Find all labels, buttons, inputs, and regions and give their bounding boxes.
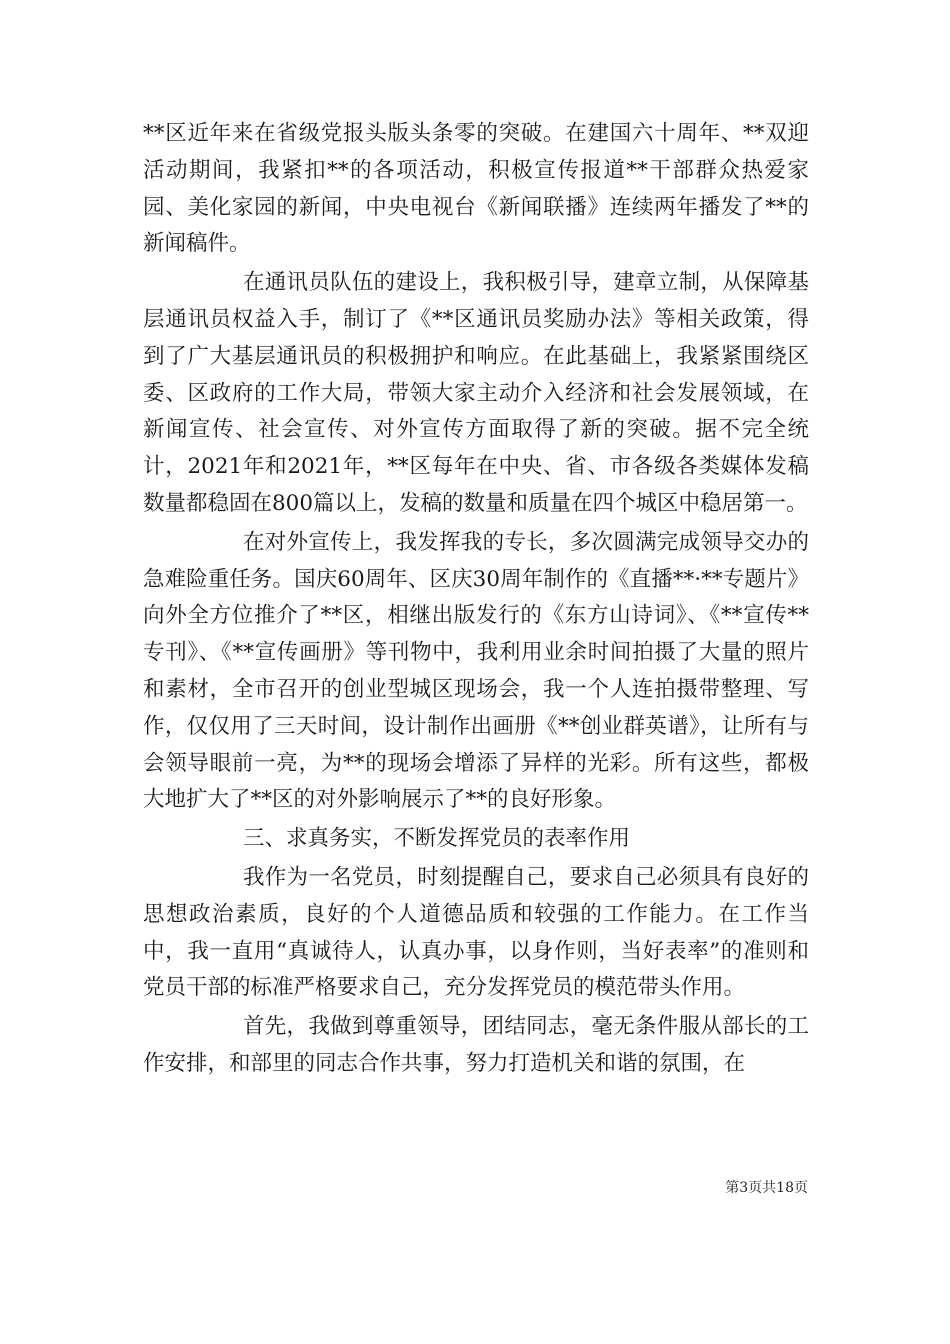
paragraph-continued: **区近年来在省级党报头版头条零的突破。在建国六十周年、**双迎活动期间，我紧扣**的各项活动，积极宣传报道**干部群众热爱家园、美化家园的新闻，中央电视台《新闻联播》连续两年播发了**的新闻稿件。 — [143, 121, 809, 257]
paragraph-external-publicity: 在对外宣传上，我发挥我的专长，多次圆满完成领导交办的急难险重任务。国庆60周年、区庆30周年制作的《直播**·**专题片》向外全方位推介了**区，相继出版发行的《东方山诗词》、《**宣传**专刊》、《**宣传画册》等刊物中，我利用业余时间拍摄了大量的照片和素材，全市召开的创业型城区现场会，我一个人连拍摄带整理、写作，仅仅用了三天时间，设计制作出画册《**创业群英谱》，让所有与会领导眼前一亮，为**的现场会增添了异样的光彩。所有这些，都极大地扩大了**区的对外影响展示了**的良好形象。 — [143, 529, 809, 813]
page-number-footer: 第3页共18页 — [725, 1180, 808, 1196]
paragraph-party-member: 我作为一名党员，时刻提醒自己，要求自己必须具有良好的思想政治素质，良好的个人道德品质和较强的工作能力。在工作当中，我一直用“真诚待人，认真办事，以身作则，当好表率”的准则和党员干部的标准严格要求自己，充分发挥党员的模范带头作用。 — [143, 864, 809, 1001]
section-heading: 三、求真务实，不断发挥党员的表率作用 — [243, 826, 631, 852]
paragraph-correspondent-team: 在通讯员队伍的建设上，我积极引导，建章立制，从保障基层通讯员权益入手，制订了《**区通讯员奖励办法》等相关政策，得到了广大基层通讯员的积极拥护和响应。在此基础上，我紧紧围绕区委、区政府的工作大局，带领大家主动介入经济和社会发展领域，在新闻宣传、社会宣传、对外宣传方面取得了新的突破。据不完全统计，2021年和2021年，**区每年在中央、省、市各级各类媒体发稿数量都稳固在800篇以上，发稿的数量和质量在四个城区中稳居第一。 — [143, 270, 809, 516]
document-body — [143, 116, 809, 1083]
paragraph-first: 首先，我做到尊重领导，团结同志，毫无条件服从部长的工作安排，和部里的同志合作共事，努力打造机关和谐的氛围，在 — [143, 1014, 809, 1076]
